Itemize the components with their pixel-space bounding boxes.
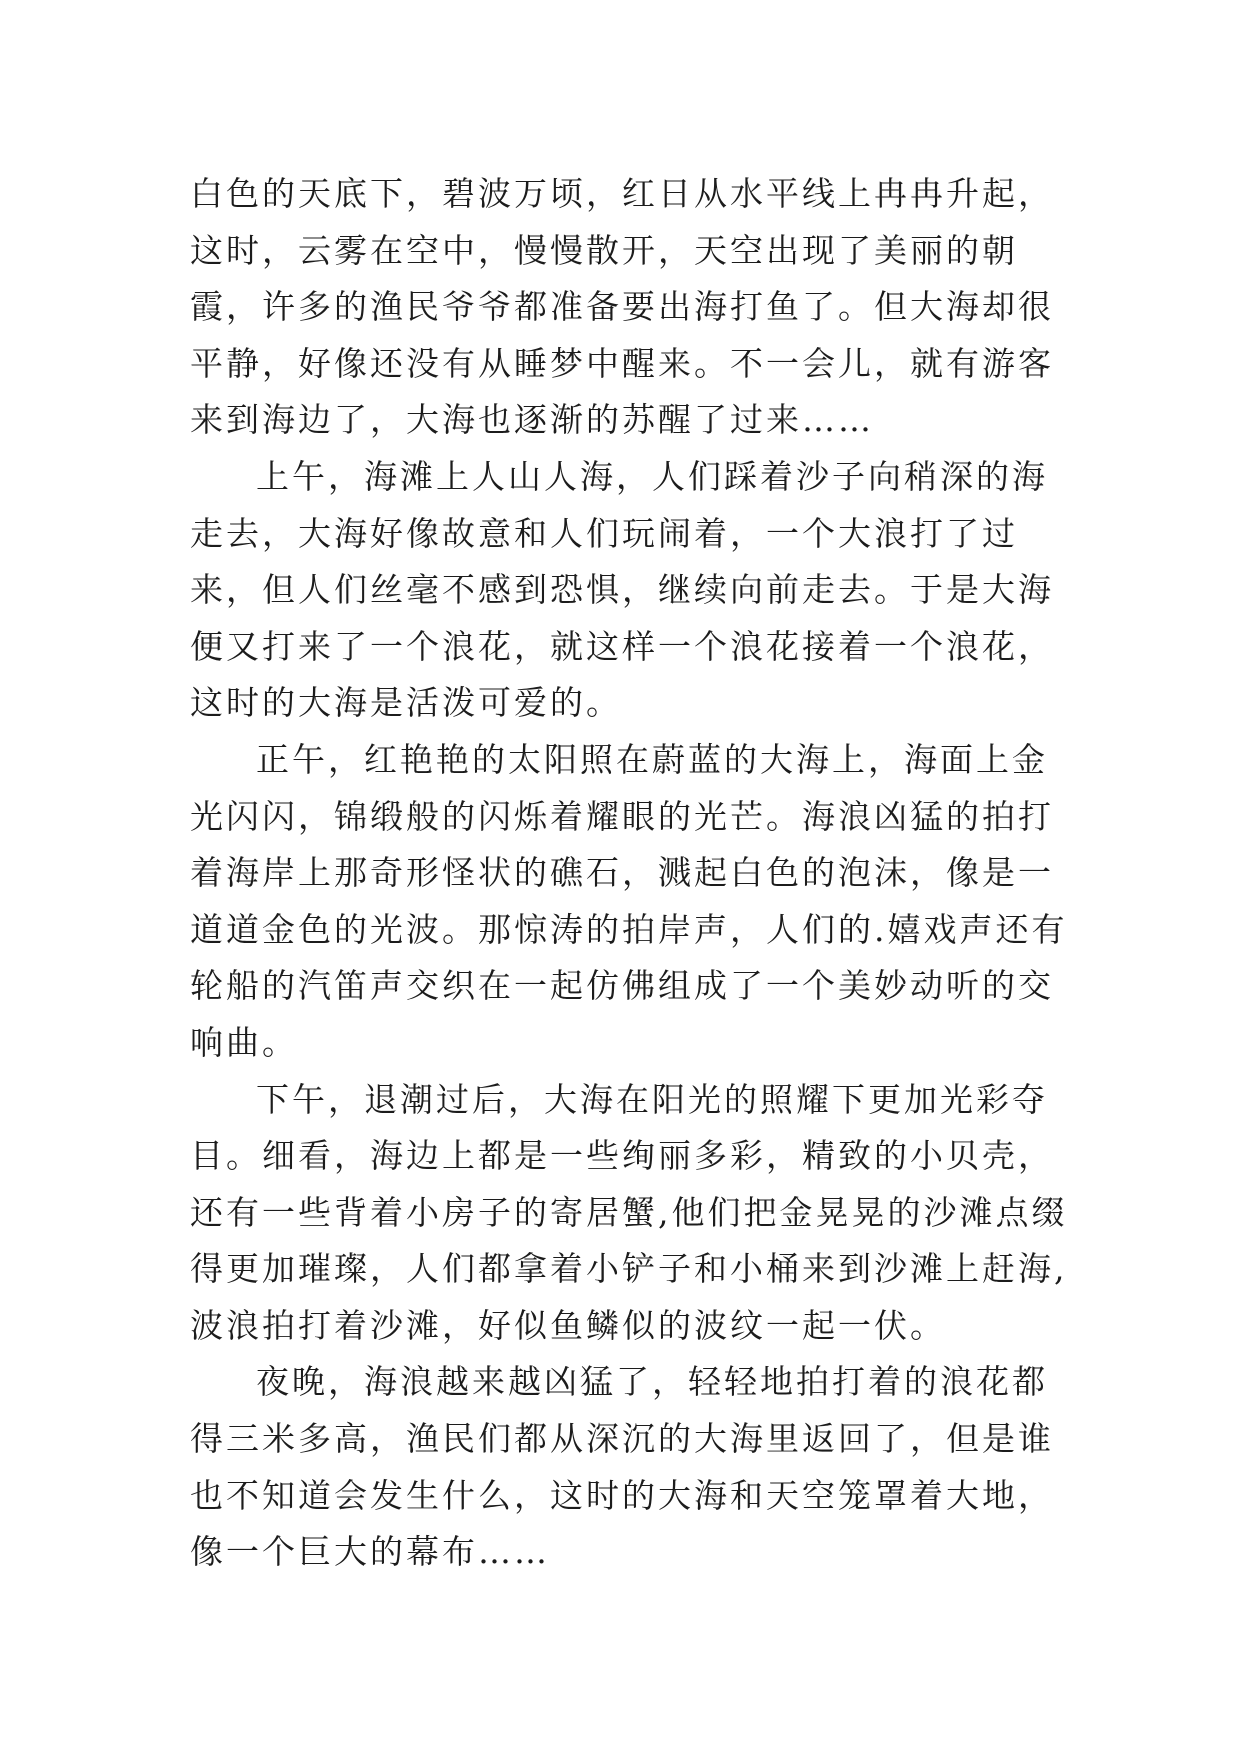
paragraph-noon: 正午，红艳艳的太阳照在蔚蓝的大海上，海面上金光闪闪，锦缎般的闪烁着耀眼的光芒。海浪凶猛的拍打着海岸上那奇形怪状的礁石，溅起白色的泡沫，像是一道道金色的光波。那惊涛的拍岸声，人们的.嬉戏声还有轮船的汽笛声交织在一起仿佛组成了一个美妙动听的交响曲。: [190, 739, 1068, 1062]
paragraph-dawn: 白色的天底下，碧波万顷，红日从水平线上冉冉升起，这时，云雾在空中，慢慢散开，天空出现了美丽的朝霞，许多的渔民爷爷都准备要出海打鱼了。但大海却很平静，好像还没有从睡梦中醒来。不一会儿，就有游客来到海边了，大海也逐渐的苏醒了过来……: [190, 174, 1054, 440]
essay-body: [190, 166, 1070, 1581]
paragraph-afternoon: 下午，退潮过后，大海在阳光的照耀下更加光彩夺目。细看，海边上都是一些绚丽多彩，精致的小贝壳，还有一些背着小房子的寄居蟹,他们把金晃晃的沙滩点缀得更加璀璨，人们都拿着小铲子和小桶来到沙滩上赶海,波浪拍打着沙滩，好似鱼鳞似的波纹一起一伏。: [190, 1079, 1068, 1345]
paragraph-night: 夜晚，海浪越来越凶猛了，轻轻地拍打着的浪花都得三米多高，渔民们都从深沉的大海里返回了，但是谁也不知道会发生什么，这时的大海和天空笼罩着大地，像一个巨大的幕布……: [190, 1362, 1054, 1572]
paragraph-morning: 上午，海滩上人山人海，人们踩着沙子向稍深的海走去，大海好像故意和人们玩闹着，一个大浪打了过来，但人们丝毫不感到恐惧，继续向前走去。于是大海便又打来了一个浪花，就这样一个浪花接着一个浪花，这时的大海是活泼可爱的。: [190, 456, 1054, 723]
